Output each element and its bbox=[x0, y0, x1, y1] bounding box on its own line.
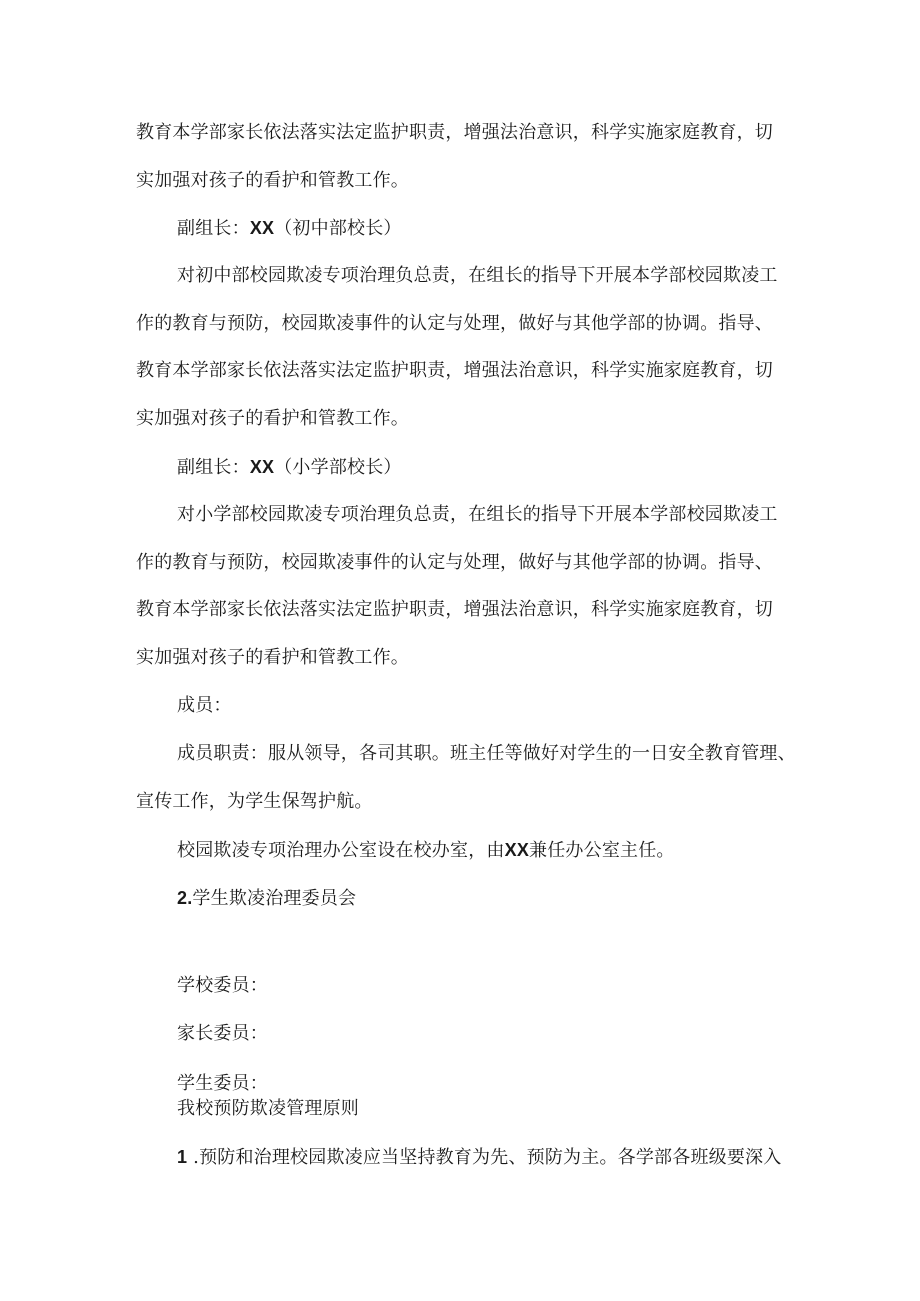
parent-members: 家长委员： bbox=[177, 1023, 268, 1044]
school-members: 学校委员： bbox=[177, 975, 268, 996]
text-line: 成员职责：服从领导，各司其职。班主任等做好对学生的一日安全教育管理、 bbox=[177, 743, 796, 764]
deputy-name: XX bbox=[249, 218, 275, 238]
office-director-name: XX bbox=[504, 840, 530, 860]
principles-heading: 我校预防欺凌管理原则 bbox=[177, 1098, 359, 1119]
text-line: 实加强对孩子的看护和管教工作。 bbox=[136, 408, 409, 429]
principle-number: 1 bbox=[177, 1147, 188, 1167]
text-line: 对初中部校园欺凌专项治理负总责，在组长的指导下开展本学部校园欺凌工 bbox=[177, 265, 778, 286]
deputy-label: 副组长： bbox=[177, 218, 250, 239]
deputy-leader-primary bbox=[177, 455, 402, 480]
principle-item: 1 .预防和治理校园欺凌应当坚持教育为先、预防为主。各学部各班级要深入 bbox=[177, 1147, 782, 1168]
text-line: 作的教育与预防，校园欺凌事件的认定与处理，做好与其他学部的协调。指导、 bbox=[136, 552, 773, 573]
text-line: 作的教育与预防，校园欺凌事件的认定与处理，做好与其他学部的协调。指导、 bbox=[136, 313, 773, 334]
text-line: 教育本学部家长依法落实法定监护职责，增强法治意识，科学实施家庭教育，切 bbox=[136, 599, 773, 620]
section-heading bbox=[177, 886, 356, 911]
deputy-role: （初中部校长） bbox=[274, 218, 402, 239]
text-line: 实加强对孩子的看护和管教工作。 bbox=[136, 647, 409, 668]
office-line: 校园欺凌专项治理办公室设在校办室，由XX兼任办公室主任。 bbox=[177, 840, 675, 861]
student-members: 学生委员： bbox=[177, 1073, 268, 1094]
deputy-leader-junior bbox=[177, 216, 402, 241]
section-title: 学生欺凌治理委员会 bbox=[192, 888, 357, 909]
text-line: 宣传工作，为学生保驾护航。 bbox=[136, 791, 373, 812]
members-heading: 成员： bbox=[177, 695, 232, 716]
deputy-name: XX bbox=[249, 457, 275, 477]
section-number: 2. bbox=[177, 888, 193, 908]
deputy-role: （小学部校长） bbox=[274, 457, 402, 478]
text-line: 教育本学部家长依法落实法定监护职责，增强法治意识，科学实施家庭教育，切 bbox=[136, 122, 773, 143]
text-line: 教育本学部家长依法落实法定监护职责，增强法治意识，科学实施家庭教育，切 bbox=[136, 360, 773, 381]
text-line: 实加强对孩子的看护和管教工作。 bbox=[136, 170, 409, 191]
deputy-label: 副组长： bbox=[177, 457, 250, 478]
text-line: 对小学部校园欺凌专项治理负总责，在组长的指导下开展本学部校园欺凌工 bbox=[177, 504, 778, 525]
